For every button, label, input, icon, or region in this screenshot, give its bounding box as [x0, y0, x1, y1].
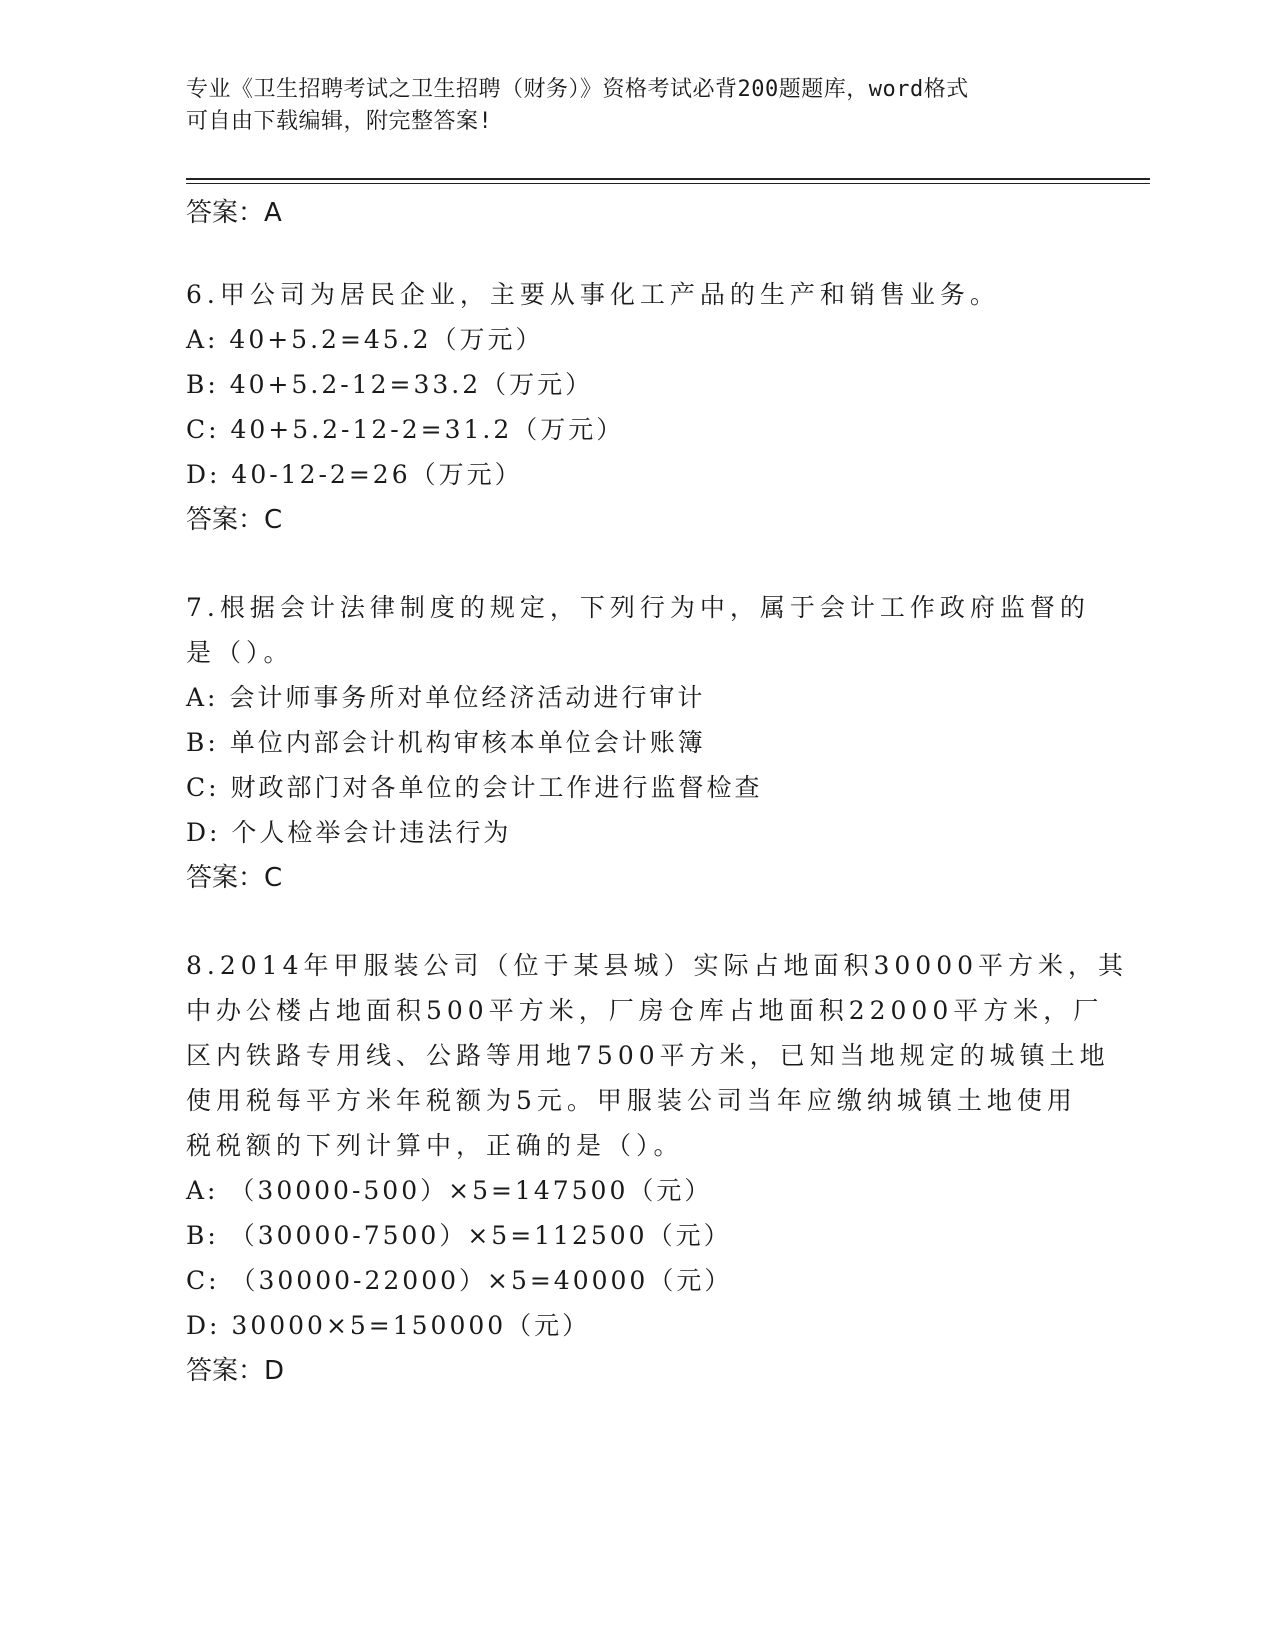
- answer: 答案：C: [186, 505, 283, 535]
- option-b: B: 40+5.2-12=33.2（万元）: [186, 370, 594, 399]
- question-8: [186, 943, 1129, 1394]
- answer: 答案：D: [186, 1356, 285, 1386]
- option-d: D: 30000×5=150000（元）: [186, 1311, 591, 1340]
- question-stem-line: 8.2014年甲服装公司（位于某县城）实际占地面积30000平方米，其: [186, 951, 1129, 980]
- question-6: [186, 272, 1086, 543]
- question-7: [186, 585, 1090, 901]
- answer: 答案：C: [186, 863, 283, 893]
- question-stem-line: 区内铁路专用线、公路等用地7500平方米，已知当地规定的城镇土地: [186, 1041, 1110, 1070]
- document-header: [186, 74, 1066, 138]
- header-line-1: 专业《卫生招聘考试之卫生招聘（财务）》资格考试必背200题题库，word格式: [186, 77, 969, 102]
- question-stem-line: 是（）。: [186, 638, 294, 667]
- question-stem-line: 6.甲公司为居民企业，主要从事化工产品的生产和销售业务。: [186, 280, 1000, 309]
- option-c: C: 财政部门对各单位的会计工作进行监督检查: [186, 773, 763, 802]
- header-rule-thick: [186, 178, 1150, 180]
- answer-prev-question: 答案：A: [186, 198, 282, 228]
- header-rule-thin: [186, 183, 1150, 184]
- option-b: B: 单位内部会计机构审核本单位会计账簿: [186, 728, 706, 757]
- question-stem-line: 税税额的下列计算中，正确的是（）。: [186, 1131, 684, 1160]
- header-line-2: 可自由下载编辑，附完整答案!: [186, 109, 493, 134]
- question-stem-line: 中办公楼占地面积500平方米，厂房仓库占地面积22000平方米，厂: [186, 996, 1104, 1025]
- question-stem-line: 7.根据会计法律制度的规定，下列行为中，属于会计工作政府监督的: [186, 593, 1090, 622]
- option-c: C: 40+5.2-12-2=31.2（万元）: [186, 415, 625, 444]
- option-a: A: 40+5.2=45.2（万元）: [186, 325, 544, 354]
- option-c: C: （30000-22000）×5=40000（元）: [186, 1266, 733, 1295]
- option-d: D: 个人检举会计违法行为: [186, 818, 512, 847]
- document-body: [186, 190, 1129, 1394]
- option-a: A: 会计师事务所对单位经济活动进行审计: [186, 683, 706, 712]
- option-d: D: 40-12-2=26（万元）: [186, 460, 523, 489]
- option-b: B: （30000-7500）×5=112500（元）: [186, 1221, 732, 1250]
- question-stem-line: 使用税每平方米年税额为5元。甲服装公司当年应缴纳城镇土地使用: [186, 1086, 1077, 1115]
- option-a: A: （30000-500）×5=147500（元）: [186, 1176, 713, 1205]
